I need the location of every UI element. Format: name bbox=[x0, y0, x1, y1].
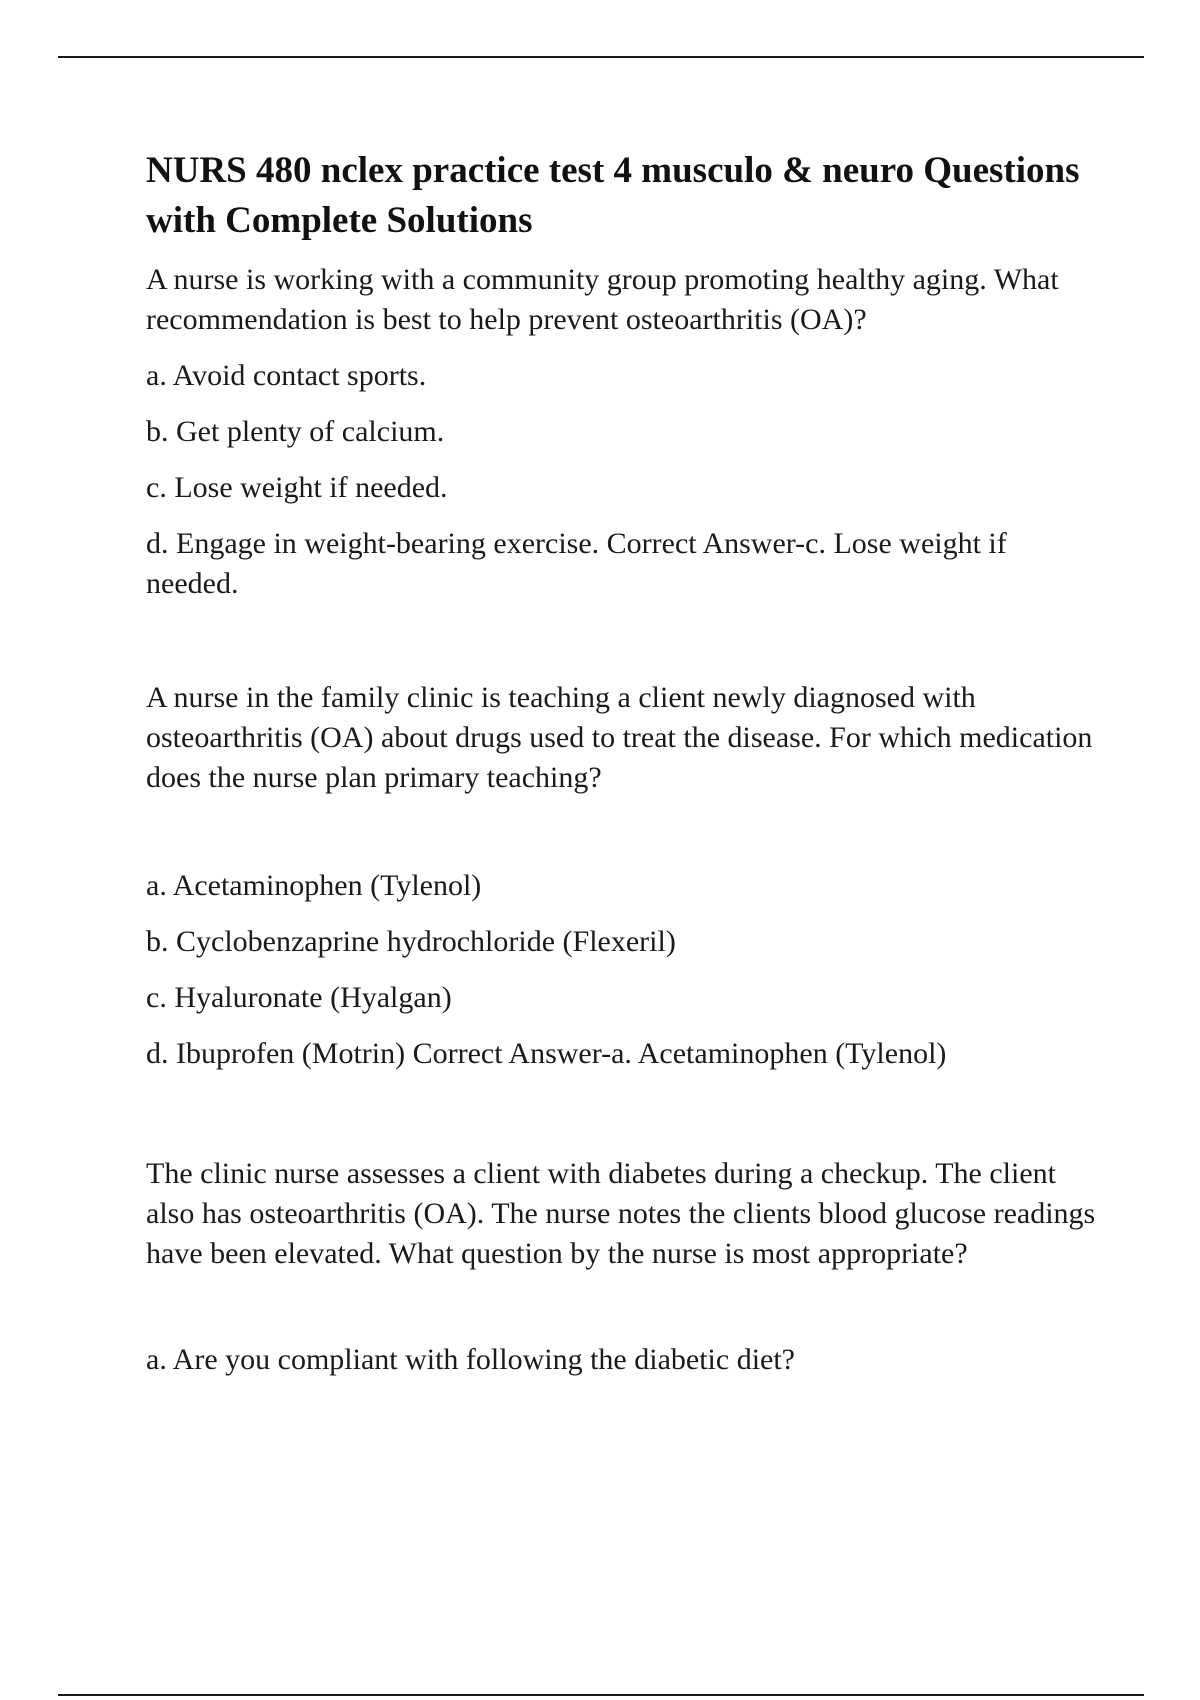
question-stem: The clinic nurse assesses a client with diabetes during a checkup. The client also has osteoarthritis (OA). The nurse notes the clients blood glucose readings have been elevated. What question by the nurse is most appropriate? bbox=[146, 1157, 1096, 1270]
answer-option-b: b. Cyclobenzaprine hydrochloride (Flexeril) bbox=[146, 925, 676, 958]
answer-option-a: a. Are you compliant with following the diabetic diet? bbox=[146, 1343, 795, 1376]
document-title: NURS 480 nclex practice test 4 musculo & neuro Questions with Complete Solutions bbox=[146, 150, 1080, 241]
answer-option-d: d. Engage in weight-bearing exercise. Correct Answer-c. Lose weight if needed. bbox=[146, 527, 1007, 600]
document-body bbox=[146, 146, 1096, 1376]
bottom-rule bbox=[58, 1694, 1144, 1696]
question-stem: A nurse is working with a community group promoting healthy aging. What recommendation is best to help prevent osteoarthritis (OA)? bbox=[146, 263, 1059, 336]
answer-option-c: c. Lose weight if needed. bbox=[146, 471, 448, 504]
answer-option-b: b. Get plenty of calcium. bbox=[146, 415, 445, 448]
answer-option-a: a. Avoid contact sports. bbox=[146, 359, 427, 392]
answer-option-d: d. Ibuprofen (Motrin) Correct Answer-a. Acetaminophen (Tylenol) bbox=[146, 1037, 947, 1070]
question-stem: A nurse in the family clinic is teaching a client newly diagnosed with osteoarthritis (OA) about drugs used to treat the disease. For which medication does the nurse plan primary teaching? bbox=[146, 681, 1093, 794]
question-3 bbox=[146, 1154, 1096, 1396]
answer-option-a: a. Acetaminophen (Tylenol) bbox=[146, 869, 482, 902]
top-rule bbox=[58, 56, 1144, 58]
question-1 bbox=[146, 260, 1096, 604]
question-2 bbox=[146, 678, 1096, 1090]
answer-option-c: c. Hyaluronate (Hyalgan) bbox=[146, 981, 452, 1014]
